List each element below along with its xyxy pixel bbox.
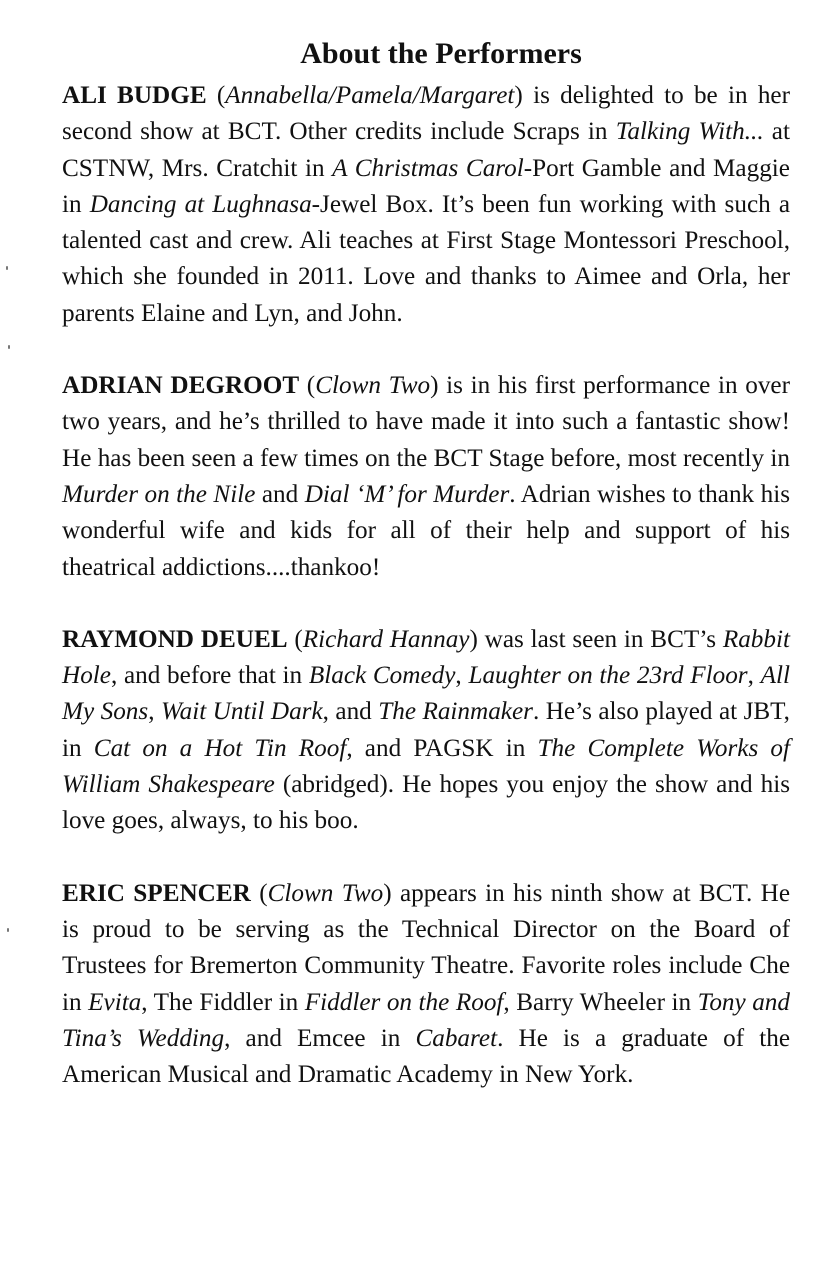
performer-name: ALI BUDGE bbox=[62, 82, 207, 109]
bio-segment: , and before that in bbox=[110, 662, 309, 690]
bio-title-text: Dial ‘M’ for Murder bbox=[304, 480, 510, 508]
bio-text bbox=[62, 880, 790, 1088]
bio-title-text: Black Comedy bbox=[308, 662, 456, 690]
bio-title-text: Evita bbox=[88, 988, 142, 1016]
bio-text bbox=[62, 82, 790, 327]
program-page bbox=[62, 34, 790, 1093]
bio-segment: and bbox=[255, 480, 305, 508]
bio-ali-budge bbox=[62, 78, 790, 332]
performer-name: ERIC SPENCER bbox=[62, 879, 251, 907]
bio-segment: , bbox=[148, 698, 161, 726]
bio-title-text: Wait Until Dark bbox=[160, 698, 323, 726]
bio-title-text: Cabaret bbox=[415, 1024, 498, 1052]
bio-segment: , and bbox=[322, 698, 379, 726]
bio-segment: ( bbox=[250, 879, 268, 907]
performer-name: ADRIAN DEGROOT bbox=[62, 372, 300, 400]
bio-segment: ) was last seen in BCT’s bbox=[469, 625, 723, 653]
bio-segment: ( bbox=[299, 372, 316, 400]
bio-title-text: Rabbit Hole bbox=[62, 625, 790, 690]
bio-segment: ) is in his first performance in over two years, and he’s thrilled to have made it into such a fantastic show! He has been seen a few times on the BCT Stage before, most recently in bbox=[62, 372, 790, 472]
bio-title-text: Fiddler on the Roof bbox=[304, 988, 504, 1016]
bio-text bbox=[62, 372, 790, 580]
bio-title-text: All My Sons bbox=[62, 662, 791, 726]
bio-segment: -Port Gamble and Maggie in bbox=[62, 154, 790, 218]
bio-title-text: Richard Hannay bbox=[302, 625, 470, 653]
bio-title-text: A Christmas Carol bbox=[332, 154, 524, 182]
bio-title-text: Tony and Tina’s Wedding bbox=[62, 988, 790, 1052]
bio-segment: (abridged). He hopes you enjoy the show and his love goes, always, to his boo. bbox=[62, 771, 790, 835]
bio-title-text: Murder on the Nile bbox=[62, 480, 256, 508]
scan-speck bbox=[8, 345, 10, 349]
bio-title-text: Dancing at Lughnasa bbox=[89, 190, 312, 218]
bio-segment: . He’s also played at JBT, in bbox=[62, 698, 790, 762]
bio-segment: , and PAGSK in bbox=[346, 734, 538, 762]
bio-title-text: The Complete Works of William Shakespeare bbox=[62, 734, 791, 799]
bio-adrian-degroot bbox=[62, 368, 790, 586]
bio-segment: ) appears in his ninth show at BCT. He is proud to be serving as the Technical Director on the Board of Trustees for Bremerton Community Theatre. Favorite roles include Che in bbox=[62, 879, 791, 1016]
bio-title-text: Clown Two bbox=[315, 372, 431, 400]
bio-segment: , and Emcee in bbox=[224, 1024, 416, 1052]
scan-speck bbox=[7, 928, 9, 932]
bio-segment: , bbox=[747, 662, 761, 690]
bio-segment: -Jewel Box. It’s been fun working with such a talented cast and crew. Ali teaches at First Stage Montessori Preschool, which she founded in 2011. Love and thanks to Aimee and Orla, her parents Elaine and Lyn, and John. bbox=[62, 190, 791, 327]
bio-segment: , Barry Wheeler in bbox=[503, 988, 698, 1016]
bio-segment: . Adrian wishes to thank his wonderful wife and kids for all of their help and support of his theatrical addictions....thankoo! bbox=[62, 480, 791, 581]
bio-segment: . He is a graduate of the American Musical and Dramatic Academy in New York. bbox=[62, 1024, 790, 1089]
bio-title-text: Annabella/Pamela/Margaret bbox=[225, 82, 515, 109]
bio-segment: at CSTNW, Mrs. Cratchit in bbox=[62, 118, 790, 182]
bio-title-text: Clown Two bbox=[267, 879, 384, 907]
bio-text bbox=[62, 626, 790, 834]
page-title: About the Performers bbox=[300, 37, 582, 70]
bio-title-text: Cat on a Hot Tin Roof bbox=[93, 734, 347, 762]
bio-segment: , bbox=[455, 662, 469, 690]
scan-speck bbox=[6, 266, 8, 270]
bio-title-text: Talking With... bbox=[615, 118, 764, 146]
bio-title-text: Laughter on the 23rd Floor bbox=[468, 662, 748, 690]
bio-segment: ( bbox=[287, 625, 303, 653]
bio-segment: , The Fiddler in bbox=[141, 988, 305, 1016]
bio-title-text: The Rainmaker bbox=[378, 698, 533, 726]
bio-segment: ) is delighted to be in her second show at BCT. Other credits include Scraps in bbox=[62, 82, 790, 146]
bio-eric-spencer bbox=[62, 876, 790, 1094]
performer-name: RAYMOND DEUEL bbox=[62, 625, 288, 653]
bio-segment: ( bbox=[206, 82, 226, 109]
bio-raymond-deuel bbox=[62, 622, 790, 840]
